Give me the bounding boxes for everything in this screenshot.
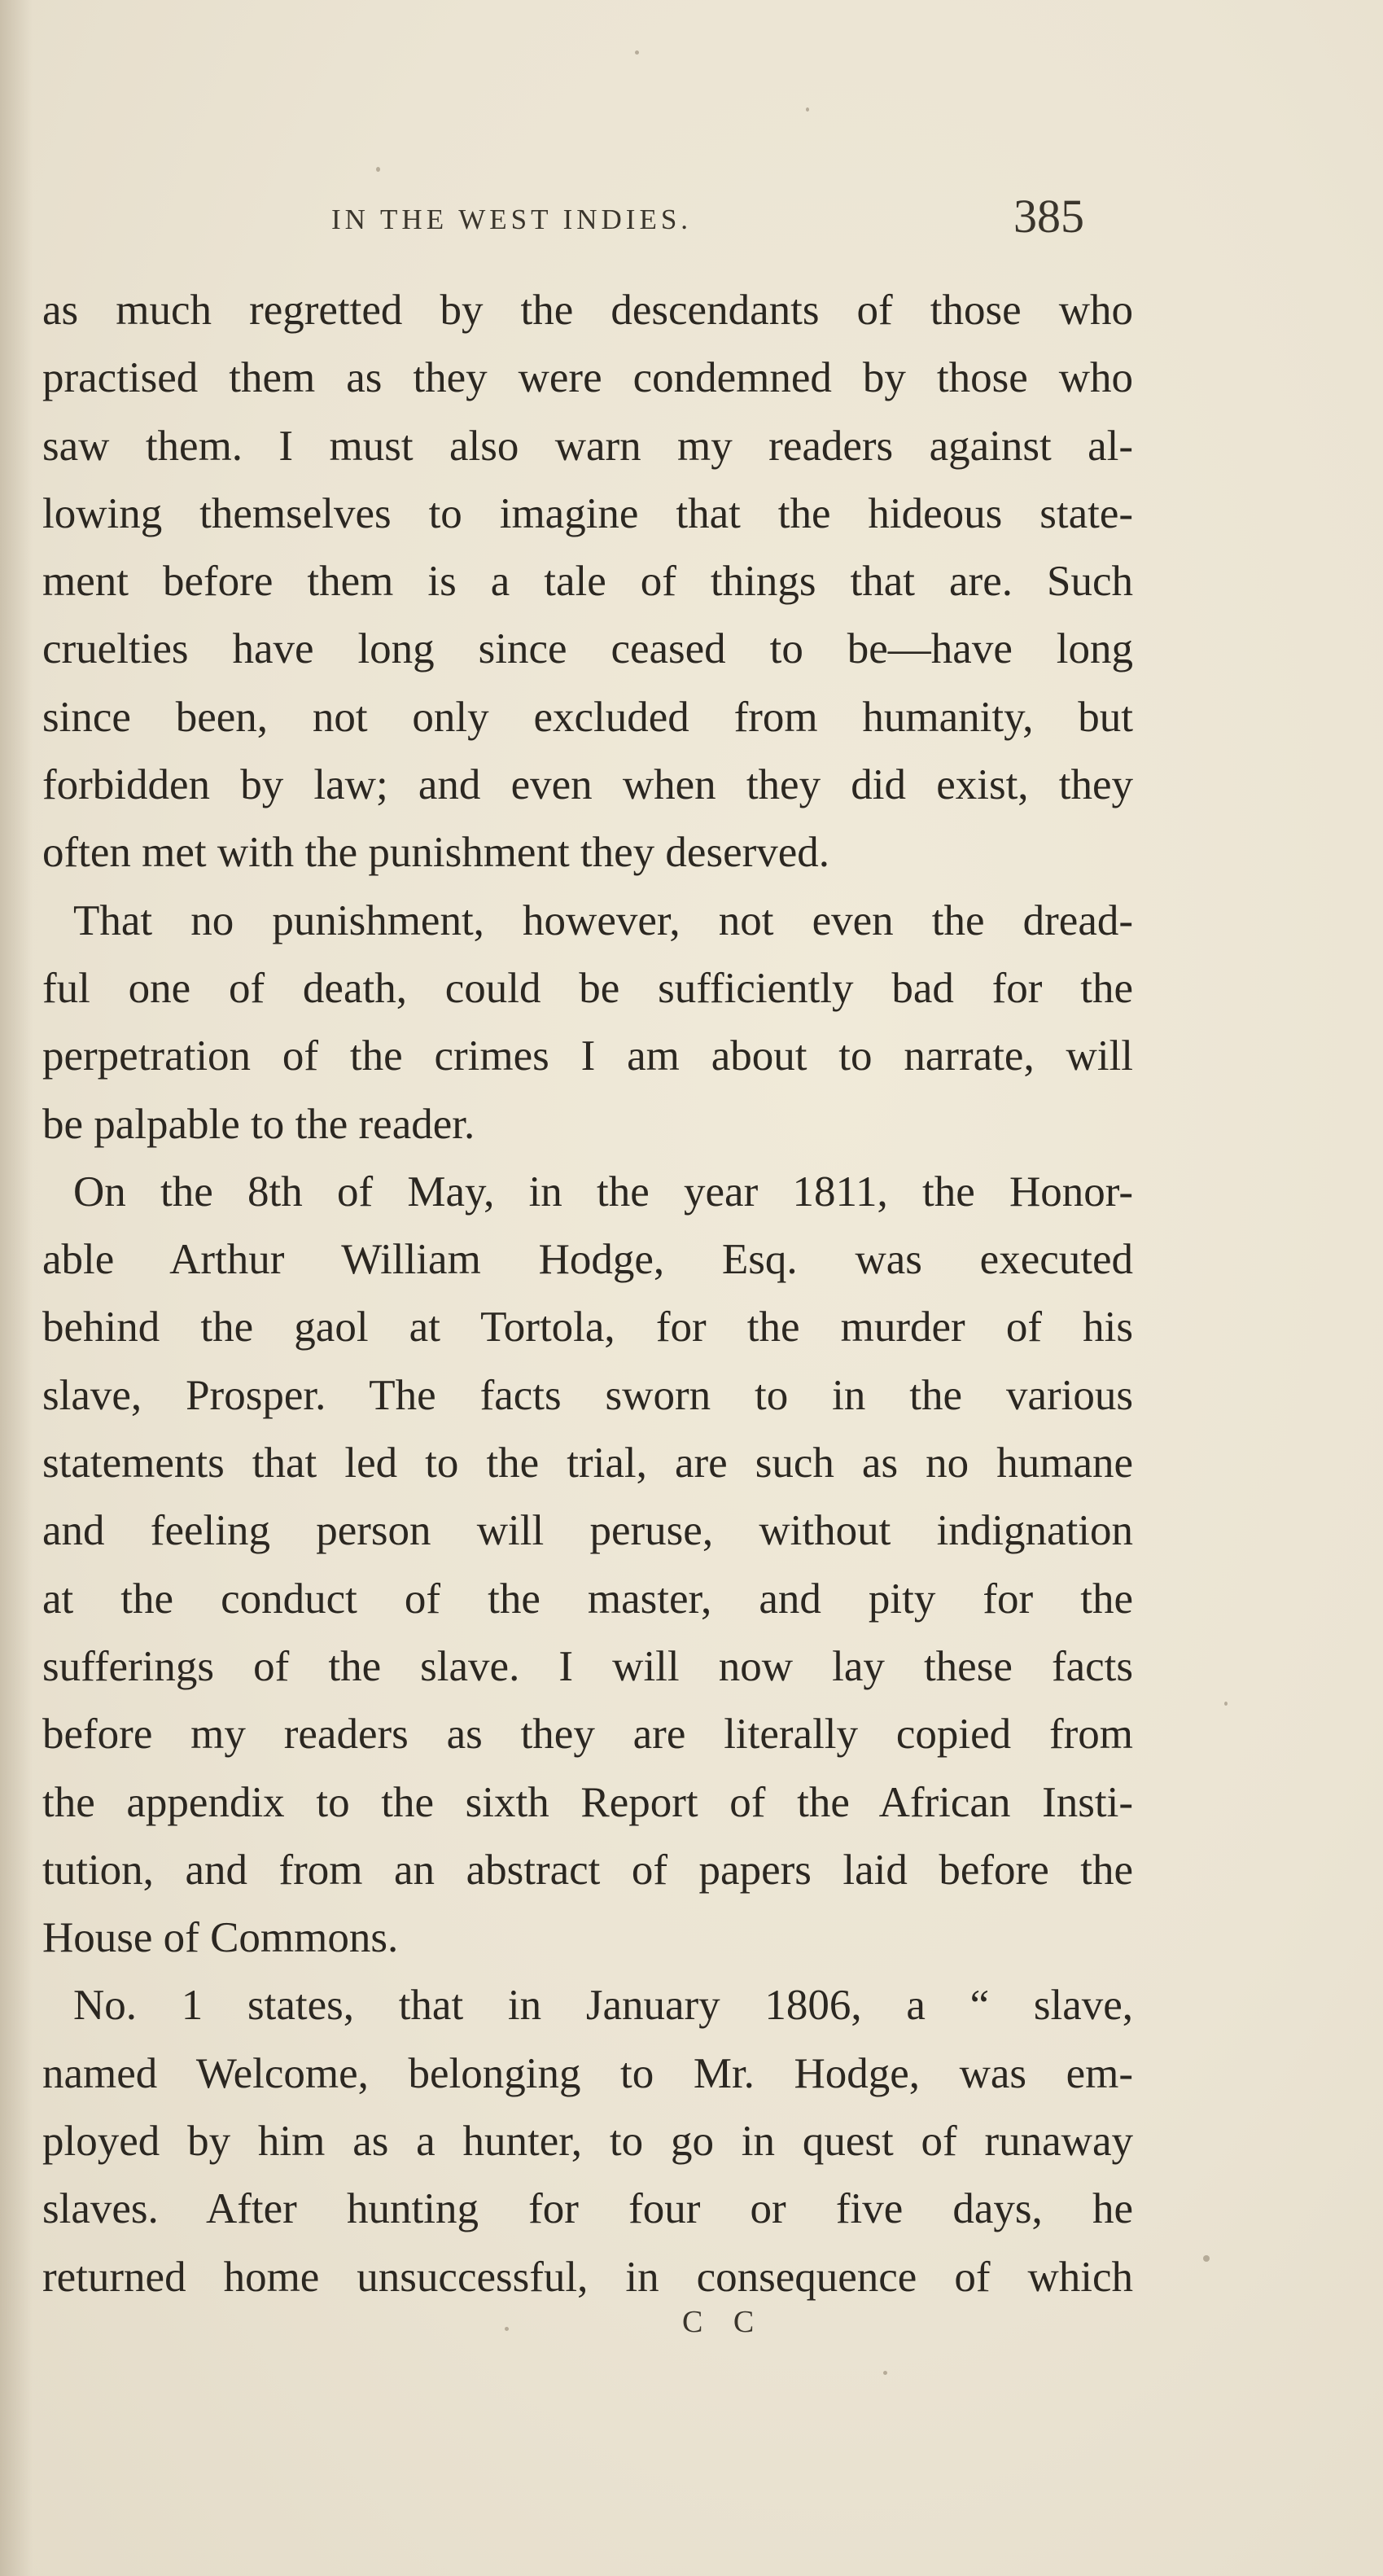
text-line: named Welcome, belonging to Mr. Hodge, was em-	[42, 2049, 1133, 2097]
text-line: often met with the punishment they deserved.	[42, 829, 830, 877]
text-line: perpetration of the crimes I am about to narrate, will	[42, 1032, 1133, 1080]
text-line: tution, and from an abstract of papers laid before the	[42, 1846, 1133, 1894]
text-line: forbidden by law; and even when they did exist, they	[42, 761, 1133, 809]
text-line: ployed by him as a hunter, to go in quest of runaway	[42, 2118, 1133, 2166]
text-line: the appendix to the sixth Report of the African Insti-	[42, 1778, 1133, 1826]
text-line: cruelties have long since ceased to be—have long	[42, 625, 1133, 673]
text-line: House of Commons.	[42, 1914, 399, 1962]
paper-speck	[806, 107, 809, 112]
text-line: returned home unsuccessful, in consequence of which	[42, 2253, 1133, 2301]
paragraph-start-line: No. 1 states, that in January 1806, a “ slave,	[73, 1982, 1133, 2030]
paper-speck	[505, 2327, 509, 2331]
paper-speck	[635, 50, 639, 55]
paper-speck	[376, 167, 380, 172]
text-line: able Arthur William Hodge, Esq. was executed	[42, 1236, 1133, 1284]
text-line: at the conduct of the master, and pity for the	[42, 1575, 1133, 1623]
paragraph-start-line: That no punishment, however, not even the dread-	[73, 896, 1133, 944]
paper-speck	[1224, 1702, 1228, 1706]
paragraph-start-line: On the 8th of May, in the year 1811, the Honor-	[73, 1168, 1133, 1216]
text-line: lowing themselves to imagine that the hideous state-	[42, 489, 1133, 537]
text-line: before my readers as they are literally copied from	[42, 1711, 1133, 1759]
text-line: ful one of death, could be sufficiently bad for the	[42, 964, 1133, 1012]
text-line: slaves. After hunting for four or five days, he	[42, 2185, 1133, 2233]
text-line: since been, not only excluded from humanity, but	[42, 693, 1133, 741]
text-line: saw them. I must also warn my readers against al-	[42, 422, 1133, 470]
text-line: statements that led to the trial, are such as no humane	[42, 1439, 1133, 1487]
text-line: be palpable to the reader.	[42, 1100, 475, 1148]
text-line: sufferings of the slave. I will now lay these facts	[42, 1642, 1133, 1690]
running-head	[0, 189, 1383, 246]
signature-mark: C C	[682, 2305, 766, 2339]
text-line: and feeling person will peruse, without indignation	[42, 1507, 1133, 1555]
text-line: slave, Prosper. The facts sworn to in the various	[42, 1371, 1133, 1419]
spine-shadow	[0, 0, 33, 2576]
page-number: 385	[1013, 190, 1084, 243]
paper-speck	[883, 2371, 887, 2375]
text-line: practised them as they were condemned by those who	[42, 354, 1133, 402]
running-head-title: IN THE WEST INDIES.	[331, 204, 693, 235]
text-line: behind the gaol at Tortola, for the murder of his	[42, 1303, 1133, 1352]
paper-speck	[1203, 2255, 1210, 2262]
text-line: ment before them is a tale of things that are. Such	[42, 558, 1133, 606]
text-line: as much regretted by the descendants of those who	[42, 287, 1133, 334]
body-text	[42, 277, 1133, 2311]
